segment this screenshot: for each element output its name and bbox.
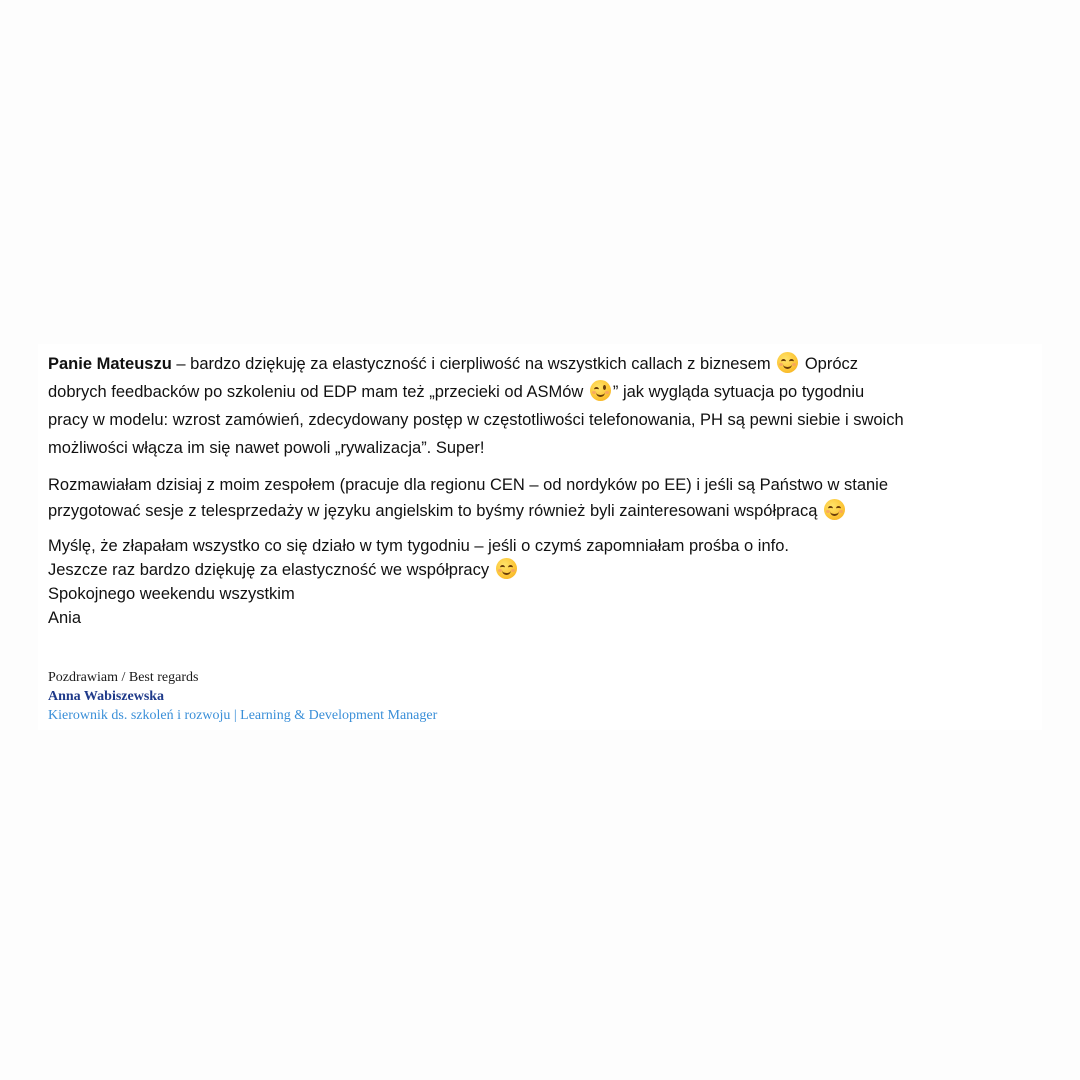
text-line: Spokojnego weekendu wszystkim — [48, 585, 295, 603]
salutation: Panie Mateuszu — [48, 355, 172, 373]
text-span: Oprócz — [800, 355, 859, 373]
text-line: Myślę, że złapałam wszystko co się działo w tym tygodniu – jeśli o czymś zapomniałam prośba o info. — [48, 537, 789, 555]
text-span: Jeszcze raz bardzo dziękuję za elastyczność we współpracy — [48, 561, 490, 579]
email-signature — [48, 668, 437, 725]
email-paragraph-2 — [48, 472, 1038, 524]
signature-name: Anna Wabiszewska — [48, 689, 165, 704]
signature-greeting: Pozdrawiam / Best regards — [48, 670, 199, 685]
text-line: możliwości włącza im się nawet powoli „rywalizacja”. Super! — [48, 439, 485, 457]
winking-face-emoji-icon — [590, 380, 611, 401]
email-paragraph-1 — [48, 350, 1038, 462]
smiling-face-emoji-icon — [496, 558, 517, 579]
text-span: przygotować sesje z telesprzedaży w języku angielskim to byśmy również byli zainteresowani współpracą — [48, 502, 818, 520]
email-paragraph-3 — [48, 534, 1038, 630]
text-line: pracy w modelu: wzrost zamówień, zdecydowany postęp w częstotliwości telefonowania, PH są pewni siebie i swoich — [48, 411, 904, 429]
text-span: ” jak wygląda sytuacja po tygodniu — [612, 383, 865, 401]
text-line — [48, 350, 1038, 378]
text-line — [48, 558, 1038, 582]
smiling-face-emoji-icon — [824, 499, 845, 520]
smiling-face-emoji-icon — [777, 352, 798, 373]
text-span: – bardzo dziękuję za elastyczność i cierpliwość na wszystkich callach z biznesem — [171, 355, 771, 373]
text-line: Rozmawiałam dzisiaj z moim zespołem (pracuje dla regionu CEN – od nordyków po EE) i jeśli są Państwo w stanie — [48, 476, 889, 494]
signature-title: Kierownik ds. szkoleń i rozwoju | Learning & Development Manager — [48, 708, 438, 723]
text-line — [48, 498, 1038, 524]
text-span: dobrych feedbacków po szkoleniu od EDP mam też „przecieki od ASMów — [48, 383, 584, 401]
text-line — [48, 378, 1038, 406]
email-body — [48, 350, 1038, 630]
sender-first-name: Ania — [48, 609, 82, 627]
